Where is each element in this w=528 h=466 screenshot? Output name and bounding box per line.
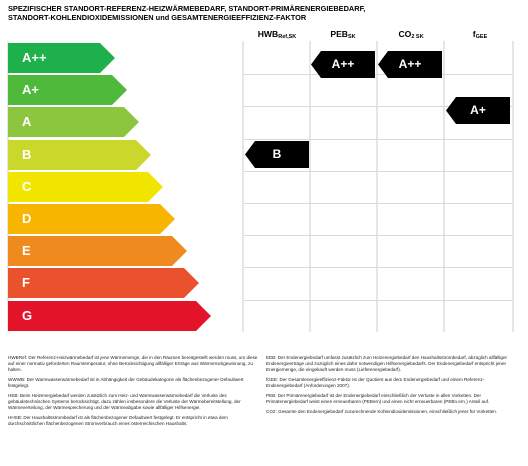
rating-marker-label: A++ [398, 57, 422, 71]
row-separator [244, 267, 512, 268]
energy-class-label: F [22, 275, 30, 290]
energy-class-label: G [22, 308, 33, 323]
rating-marker-fgee [446, 97, 510, 124]
energy-class-arrow [8, 140, 151, 170]
page-title [8, 4, 365, 22]
note-peb: PEB: Der Primärenergiebedarf ist der Endenergiebedarf einschließlich der Verluste in allen Vorketten. Der Primärenergiebedarf weist einen erneuerbaren (PEBern) und einen nicht erneuerbaren (PEBn.ern.) Anteil auf. [266, 393, 490, 404]
note-hhsb: HHSB: Der Haushaltsstrombedarf ist als flächenbezogener Defaultwert festgelegt. Er entspricht in etwa dem durchschnittlichen flächenbezogenen Stromverbrauch eines österreichischen Haushalts. [8, 415, 228, 426]
note-fgee: fGEE: Der Gesamtenergieeffizienz-Faktor ist der Quotient aus dem Endenergiebedarf und einem Referenz-Endenergiebedarf (Anforderungen 2007). [266, 377, 485, 388]
peb-column [311, 41, 376, 332]
energy-class-arrow [8, 268, 199, 298]
energy-class-arrow [8, 107, 139, 137]
rating-marker-co2 [378, 51, 442, 78]
note-eeb: EEB: Der Endenergiebedarf umfasst zusätzlich zum Heizenergiebedarf den Haushaltsstrombedarf, abzüglich allfälliger Endenergieerträge und zuzüglich eines dafür notwendigen Hilfsenergiebedarfs. Der Endenergiebedarf entspricht jener Energiemenge, die eingekauft werden muss (Lieferenergiebedarf). [266, 355, 508, 372]
row-separator [244, 235, 512, 236]
energy-class-arrow [8, 204, 175, 234]
row-separator [244, 171, 512, 172]
row-separator [244, 203, 512, 204]
rating-marker-label: A++ [331, 57, 355, 71]
row-separator [244, 300, 512, 301]
column-header-fgee: $f_{GEE}$ [472, 29, 488, 40]
energy-class-arrow [8, 172, 163, 202]
row-separator [244, 139, 512, 140]
energy-class-label: B [22, 147, 32, 162]
energy-class-arrow [8, 43, 115, 73]
energy-class-label: A++ [22, 50, 47, 65]
note-heb: HEB: Beim Heizenergiebedarf werden zusätzlich zum Heiz- und Warmwasserwärmebedarf die Verluste des gebäudetechnischen Systems berücksichtigt, dazu zählen insbesondere die Verluste der Wärmebereitstellung, der Wärmeverteilung, der Wärmespeicherung und der Wärmeabgabe sowie allfälliger Hilfsenergie. [8, 393, 241, 410]
column-header-hwb: $HWB_{Ref,SK}$ [257, 29, 297, 40]
rating-marker-peb [311, 51, 375, 78]
energy-class-arrow [8, 236, 187, 266]
energy-class-label: A [22, 114, 32, 129]
co2-column [378, 41, 443, 332]
rating-marker-hwb [245, 141, 309, 168]
rating-marker-label: A+ [470, 103, 486, 117]
note-wwwb: WWWB: Der Warmwasserwärmebedarf ist in Abhängigkeit der Gebäudekategorie als flächenbezogener Defaultwert festgelegt. [8, 377, 244, 388]
column-header-peb: $PEB_{SK}$ [330, 29, 356, 40]
column-header-co2: $CO_{2 SK}$ [398, 29, 424, 40]
energy-class-label: D [22, 211, 32, 226]
energy-class-label: A+ [22, 82, 39, 97]
hwb-column [244, 41, 309, 332]
energy-class-arrow [8, 75, 127, 105]
energy-class-label: C [22, 179, 32, 194]
title-line-2: STANDORT-KOHLENDIOXIDEMISSIONEN und GESAMTENERGIEEFFIZIENZ-FAKTOR [8, 13, 307, 23]
title-line-1: SPEZIFISCHER STANDORT-REFERENZ-HEIZWÄRMEBEDARF, STANDORT-PRIMÄRENERGIEBEDARF, [8, 4, 366, 13]
rating-marker-label: B [272, 147, 282, 161]
note-co2: CO2: Gesamte den Endenergiebedarf zuzurechnende Kohlendioxidemissionen, einschließlich jener für Vorketten. [266, 409, 498, 414]
energy-class-label: E [22, 243, 31, 258]
energy-class-arrow [8, 301, 211, 331]
notes-left [8, 355, 258, 431]
note-hwb: HWBRef: Der Referenz-Heizwärmebedarf ist jene Wärmemenge, die in den Räumen bereitgestellt werden muss, um diese auf einer normativ geforderten Raumtemperatur, ohne Berücksichtigung allfälliger Erträge aus Wärmerückgewinnung, zu halten. [8, 355, 258, 372]
fgee-column [445, 41, 512, 332]
notes-right [266, 355, 516, 419]
